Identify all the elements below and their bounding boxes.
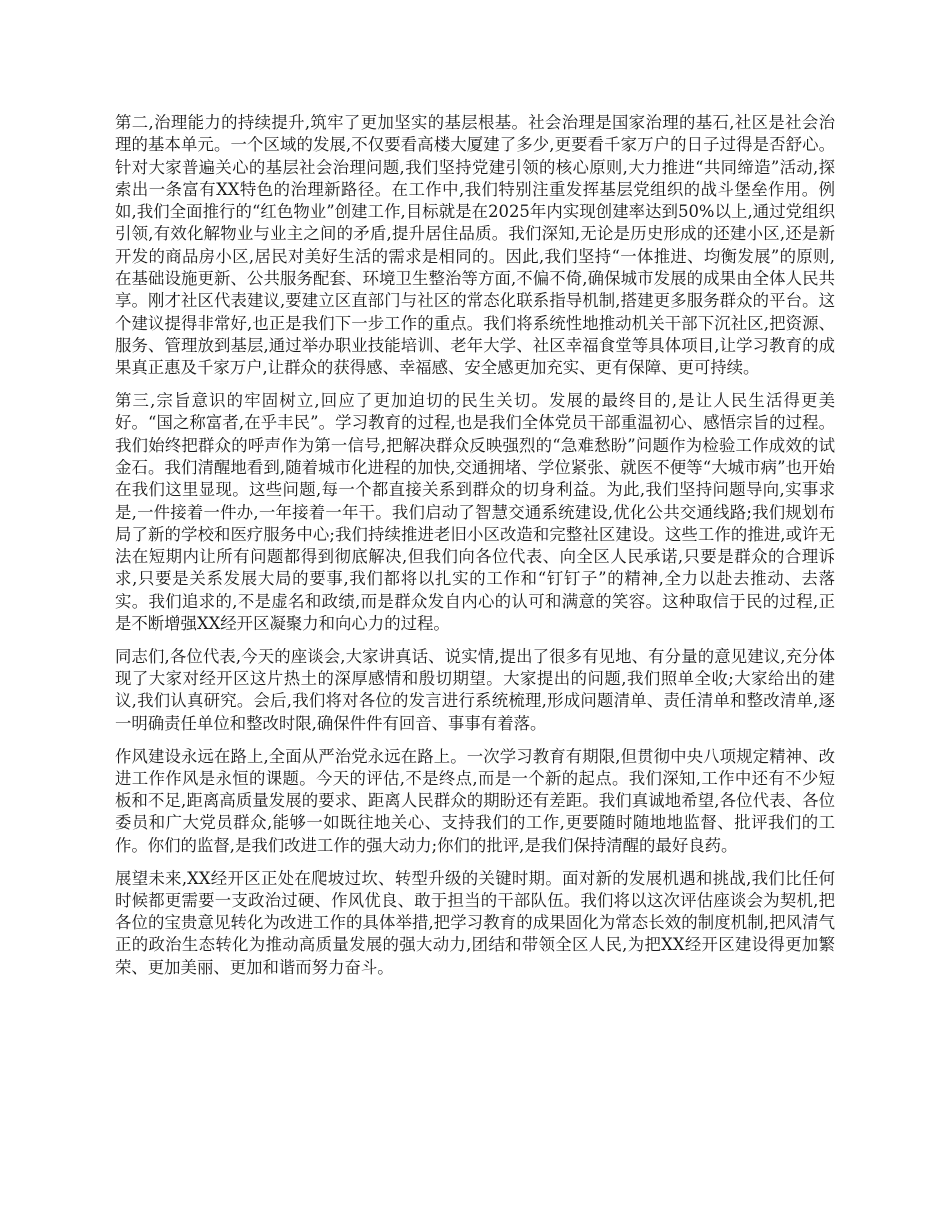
paragraph-governance: 第二,治理能力的持续提升,筑牢了更加坚实的基层根基。社会治理是国家治理的基石,社区是社会治理的基本单元。一个区域的发展,不仅要看高楼大厦建了多少,更要看千家万户的日子过得是否舒心。针对大家普遍关心的基层社会治理问题,我们坚持党建引领的核心原则,大力推进“共同缔造”活动,探索出一条富有XX特色的治理新路径。在工作中,我们特别注重发挥基层党组织的战斗堡垒作用。例如,我们全面推行的“红色物业”创建工作,目标就是在2025年内实现创建率达到50%以上,通过党组织引领,有效化解物业与业主之间的矛盾,提升居住品质。我们深知,无论是历史形成的还建小区,还是新开发的商品房小区,居民对美好生活的需求是相同的。因此,我们坚持“一体推进、均衡发展”的原则,在基础设施更新、公共服务配套、环境卫生整治等方面,不偏不倚,确保城市发展的成果由全体人民共享。刚才社区代表建议,要建立区直部门与社区的常态化联系指导机制,搭建更多服务群众的平台。这个建议提得非常好,也正是我们下一步工作的重点。我们将系统性地推动机关干部下沉社区,把资源、服务、管理放到基层,通过举办职业技能培训、老年大学、社区幸福食堂等具体项目,让学习教育的成果真正惠及千家万户,让群众的获得感、幸福感、安全感更加充实、更有保障、更可持续。 (115, 113, 835, 378)
paragraph-work-style: 作风建设永远在路上,全面从严治党永远在路上。一次学习教育有期限,但贯彻中央八项规定精神、改进工作作风是永恒的课题。今天的评估,不是终点,而是一个新的起点。我们深知,工作中还有不少短板和不足,距离高质量发展的要求、距离人民群众的期盼还有差距。我们真诚地希望,各位代表、各位委员和广大党员群众,能够一如既往地关心、支持我们的工作,更要随时随地地监督、批评我们的工作。你们的监督,是我们改进工作的强大动力;你们的批评,是我们保持清醒的最好良药。 (115, 746, 835, 855)
document-body (115, 112, 835, 989)
paragraph-outlook: 展望未来,XX经开区正处在爬坡过坎、转型升级的关键时期。面对新的发展机遇和挑战,我们比任何时候都更需要一支政治过硬、作风优良、敢于担当的干部队伍。我们将以这次评估座谈会为契机,把各位的宝贵意见转化为改进工作的具体举措,把学习教育的成果固化为常态长效的制度机制,把风清气正的政治生态转化为推动高质量发展的强大动力,团结和带领全区人民,为把XX经开区建设得更加繁荣、更加美丽、更加和谐而努力奋斗。 (115, 868, 835, 977)
paragraph-livelihood: 第三,宗旨意识的牢固树立,回应了更加迫切的民生关切。发展的最终目的,是让人民生活得更美好。“国之称富者,在乎丰民”。学习教育的过程,也是我们全体党员干部重温初心、感悟宗旨的过程。我们始终把群众的呼声作为第一信号,把解决群众反映强烈的“急难愁盼”问题作为检验工作成效的试金石。我们清醒地看到,随着城市化进程的加快,交通拥堵、学位紧张、就医不便等“大城市病”也开始在我们这里显现。这些问题,每一个都直接关系到群众的切身利益。为此,我们坚持问题导向,实事求是,一件接着一件办,一年接着一年干。我们启动了智慧交通系统建设,优化公共交通线路;我们规划布局了新的学校和医疗服务中心;我们持续推进老旧小区改造和完整社区建设。这些工作的推进,或许无法在短期内让所有问题都得到彻底解决,但我们向各位代表、向全区人民承诺,只要是群众的合理诉求,只要是关系发展大局的要事,我们都将以扎实的工作和“钉钉子”的精神,全力以赴去推动、去落实。我们追求的,不是虚名和政绩,而是群众发自内心的认可和满意的笑容。这种取信于民的过程,正是不断增强XX经开区凝聚力和向心力的过程。 (115, 391, 835, 634)
paragraph-feedback: 同志们,各位代表,今天的座谈会,大家讲真话、说实情,提出了很多有见地、有分量的意见建议,充分体现了大家对经开区这片热土的深厚感情和殷切期望。大家提出的问题,我们照单全收;大家给出的建议,我们认真研究。会后,我们将对各位的发言进行系统梳理,形成问题清单、责任清单和整改清单,逐一明确责任单位和整改时限,确保件件有回音、事事有着落。 (115, 646, 835, 733)
